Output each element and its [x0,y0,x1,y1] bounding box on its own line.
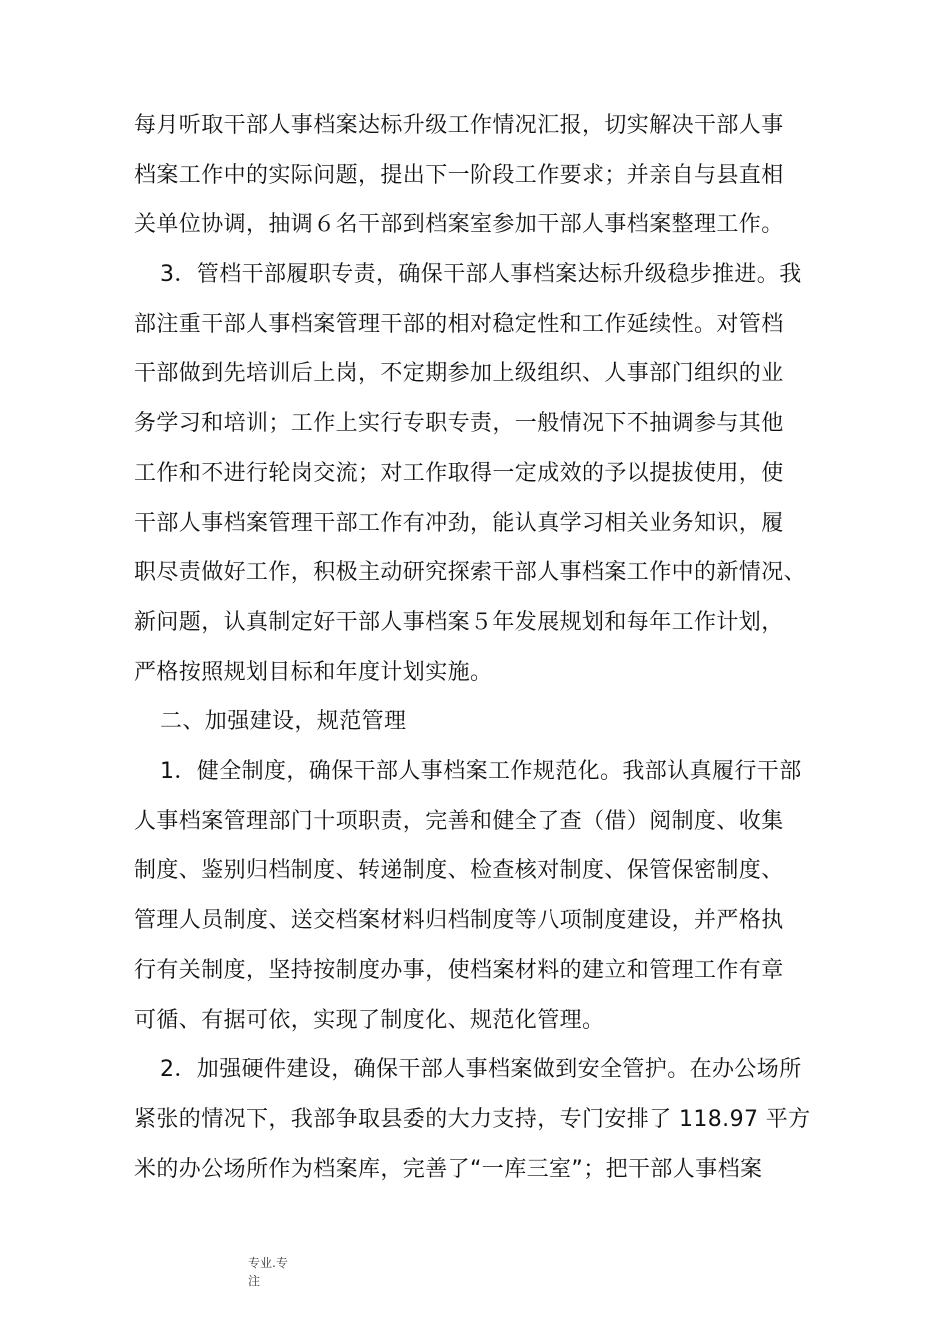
paragraph-line: 1．健全制度，确保干部人事档案工作规范化。我部认真履行干部 [160,759,802,784]
paragraph-line: 2．加强硬件建设，确保干部人事档案做到安全管护。在办公场所 [160,1057,802,1082]
paragraph-line: 制度、鉴别归档制度、转递制度、检查核对制度、保管保密制度、 [134,858,784,883]
paragraph-line: 行有关制度，坚持按制度办事，使档案材料的建立和管理工作有章 [134,958,784,983]
paragraph-line: 每月听取干部人事档案达标升级工作情况汇报，切实解决干部人事 [134,113,784,138]
paragraph-line: 档案工作中的实际问题，提出下一阶段工作要求；并亲自与县直相 [134,163,784,188]
paragraph-line: 人事档案管理部门十项职责，完善和健全了查（借）阅制度、收集 [134,809,784,834]
paragraph-line: 紧张的情况下，我部争取县委的大力支持，专门安排了 118.97 平方 [134,1107,811,1132]
paragraph-line: 干部做到先培训后上岗，不定期参加上级组织、人事部门组织的业 [134,361,784,386]
paragraph-line: 严格按照规划目标和年度计划实施。 [134,660,493,685]
paragraph-line: 务学习和培训；工作上实行专职专责，一般情况下不抽调参与其他 [134,411,784,436]
section-heading: 二、加强建设，规范管理 [160,709,407,734]
paragraph-line: 职尽责做好工作，积极主动研究探索干部人事档案工作中的新情况、 [134,560,807,585]
paragraph-line: 管理人员制度、送交档案材料归档制度等八项制度建设，并严格执 [134,908,784,933]
paragraph-line: 关单位协调，抽调６名干部到档案室参加干部人事档案整理工作。 [134,212,784,237]
paragraph-line: 可循、有据可依，实现了制度化、规范化管理。 [134,1008,605,1033]
paragraph-line: 部注重干部人事档案管理干部的相对稳定性和工作延续性。对管档 [134,312,784,337]
paragraph-line: 3．管档干部履职专责，确保干部人事档案达标升级稳步推进。我 [160,262,802,287]
paragraph-line: 干部人事档案管理干部工作有冲劲，能认真学习相关业务知识，履 [134,511,784,536]
footer-text-line-2: 注 [248,1274,261,1288]
paragraph-line: 新问题，认真制定好干部人事档案５年发展规划和每年工作计划， [134,610,784,635]
paragraph-line: 工作和不进行轮岗交流；对工作取得一定成效的予以提拔使用，使 [134,461,784,486]
footer-text-line-1: 专业.专 [248,1256,288,1270]
paragraph-line: 米的办公场所作为档案库，完善了“一库三室”；把干部人事档案 [134,1157,763,1182]
